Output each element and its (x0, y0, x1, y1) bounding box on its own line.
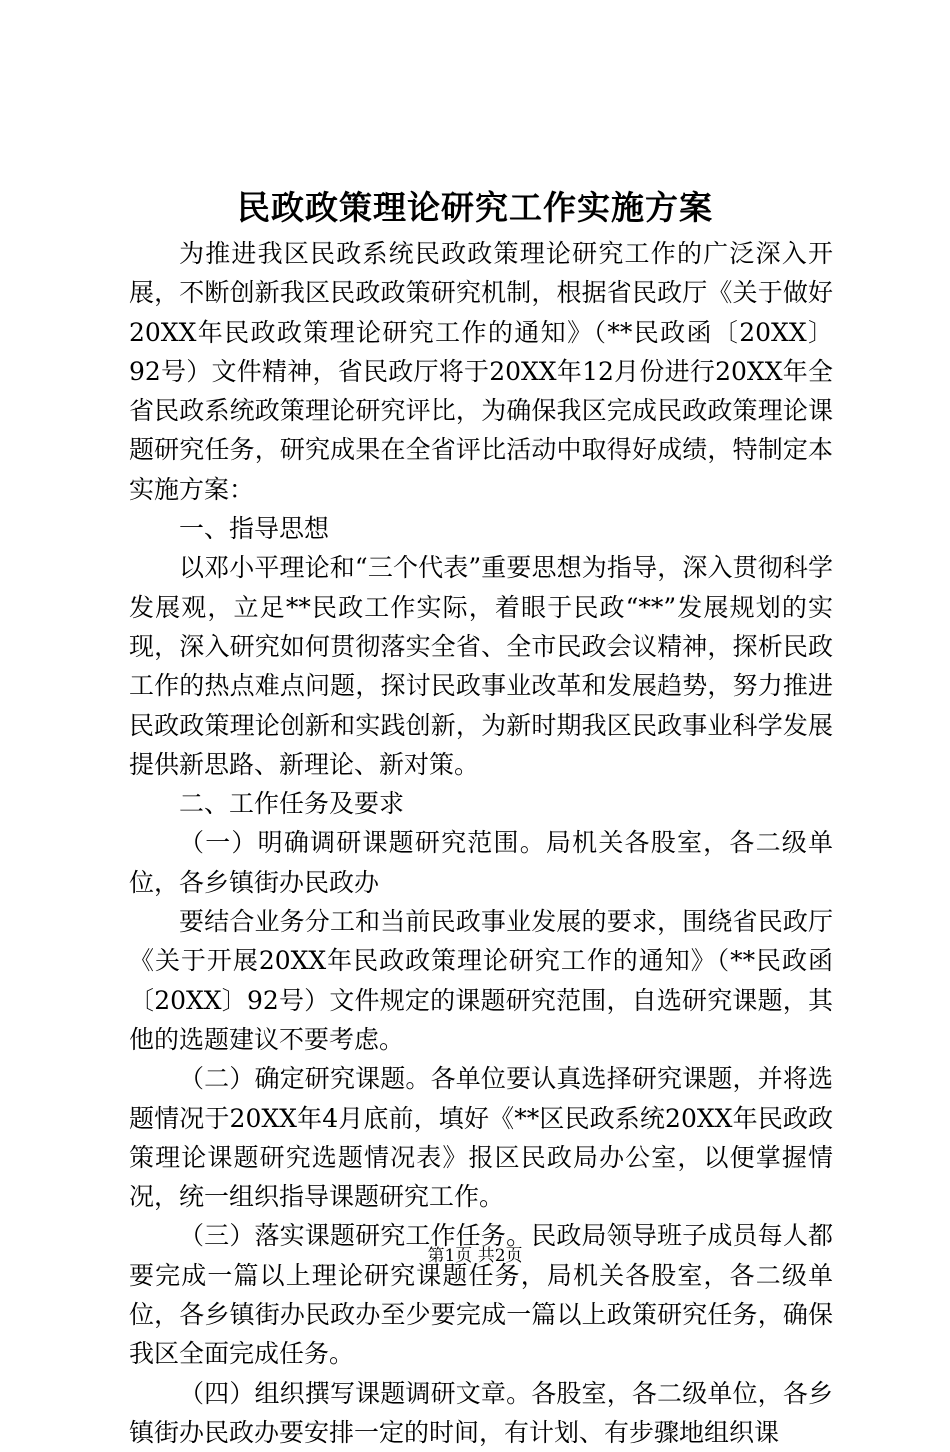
task-3-paragraph: （三）落实课题研究工作任务。民政局领导班子成员每人都要完成一篇以上理论研究课题任务，局机关各股室，各二级单位，各乡镇街办民政办至少要完成一篇以上政策研究任务，确保我区全面完成任务。 (129, 1221, 833, 1369)
intro-paragraph: 为推进我区民政系统民政政策理论研究工作的广泛深入开展，不断创新我区民政政策研究机制，根据省民政厅《关于做好20XX年民政政策理论研究工作的通知》（**民政函〔20XX〕92号）文件精神，省民政厅将于20XX年12月份进行20XX年全省民政系统政策理论研究评比，为确保我区完成民政政策理论课题研究任务，研究成果在全省评比活动中取得好成绩，特制定本实施方案： (129, 239, 833, 504)
section-heading-guiding-ideology: 一、指导思想 (179, 514, 330, 544)
section-heading-tasks-requirements: 二、工作任务及要求 (179, 789, 405, 819)
task-1-paragraph: 要结合业务分工和当前民政事业发展的要求，围绕省民政厅《关于开展20XX年民政政策理论研究工作的通知》（**民政函〔20XX〕92号）文件规定的课题研究范围，自选研究课题，其他的选题建议不要考虑。 (129, 907, 833, 1054)
page-number-footer: 第1页 共2页 (427, 1246, 523, 1266)
task-4-paragraph: （四）组织撰写课题调研文章。各股室，各二级单位，各乡镇街办民政办要安排一定的时间，有计划、有步骤地组织课 (129, 1378, 833, 1447)
document-body (129, 234, 833, 1452)
task-1-heading: （一）明确调研课题研究范围。局机关各股室，各二级单位，各乡镇街办民政办 (129, 828, 833, 897)
document-title: 民政政策理论研究工作实施方案 (237, 188, 713, 227)
task-2-paragraph: （二）确定研究课题。各单位要认真选择研究课题，并将选题情况于20XX年4月底前，填好《**区民政系统20XX年民政政策理论课题研究选题情况表》报区民政局办公室，以便掌握情况，统一组织指导课题研究工作。 (129, 1064, 833, 1212)
guiding-ideology-paragraph: 以邓小平理论和“三个代表”重要思想为指导，深入贯彻科学发展观，立足**民政工作实际，着眼于民政“**”发展规划的实现，深入研究如何贯彻落实全省、全市民政会议精神，探析民政工作的热点难点问题，探讨民政事业改革和发展趋势，努力推进民政政策理论创新和实践创新，为新时期我区民政事业科学发展提供新思路、新理论、新对策。 (129, 553, 833, 779)
